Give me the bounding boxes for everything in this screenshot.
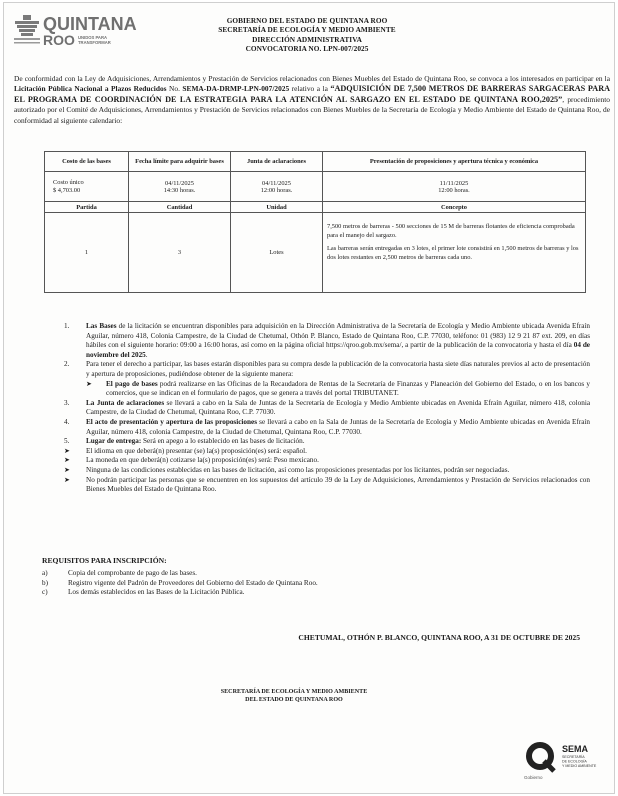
list-item: c) Los demás establecidos en las Bases de la Licitación Pública. <box>42 588 245 597</box>
place-and-date: CHETUMAL, OTHÓN P. BLANCO, QUINTANA ROO, A 31 DE OCTUBRE DE 2025 <box>298 633 580 642</box>
header-line-convocatoria: CONVOCATORIA NO. LPN-007/2025 <box>245 44 369 54</box>
list-item: ➤ La moneda en que deberá(n) cotizarse la(s) proposición(es) será: Peso mexicano. <box>64 456 319 465</box>
header-cost: Costo de las bases <box>45 152 129 172</box>
header-line-government: GOBIERNO DEL ESTADO DE QUINTANA ROO <box>226 16 388 25</box>
header-line-direction: DIRECCIÓN ADMINISTRATIVA <box>252 34 362 44</box>
subheader-unidad: Unidad <box>231 202 323 213</box>
list-item: 2. Para tener el derecho a participar, las bases estarán disponibles para su compra desde la publicación de la convocatoria hasta siete días naturales previos al acto de presentación y apertura de proposiciones, pudiéndose obtener de la siguiente manera: <box>64 360 590 378</box>
svg-text:UNIDOS PARA: UNIDOS PARA <box>78 35 108 40</box>
arrow-bullet-icon: ➤ <box>64 475 71 484</box>
calendar-table <box>44 151 586 293</box>
cantidad-cell: 3 <box>129 213 231 293</box>
list-item: 5. Lugar de entrega: Será en apego a lo establecido en las bases de licitación. <box>64 437 305 446</box>
document-header <box>154 16 460 54</box>
list-item: ➤ No podrán participar las personas que se encuentren en los supuestos del artículo 39 de la Ley de Adquisiciones, Arrendamientos y Prestación de Servicios relacionados con Bienes Muebles del Estado de Quintana Roo. <box>64 475 590 494</box>
header-presentation: Presentación de proposiciones y apertura técnica y económica <box>323 152 586 172</box>
list-item: 4. El acto de presentación y apertura de las proposiciones se llevará a cabo en la Sala de Juntas de la Secretaría de Ecología y Medio Ambiente ubicadas en Avenida Efraín Aguilar, número 418, colonia Campestre, de la Ciudad de Chetumal, Quintana Roo, C.P. 77030. <box>64 417 590 436</box>
conditions-list <box>64 322 590 495</box>
svg-text:QUINTANA: QUINTANA <box>43 14 137 34</box>
table-header-row <box>45 152 586 172</box>
arrow-bullet-icon: ➤ <box>64 446 71 455</box>
arrow-bullet-icon: ➤ <box>64 456 71 465</box>
svg-text:ROO: ROO <box>43 32 75 48</box>
intro-paragraph: De conformidad con la Ley de Adquisiciones, Arrendamientos y Prestación de Servicios relacionados con Bienes Muebles del Estado de Quintana Roo, se convoca a los interesados en participar en la Licitación Pública Nacional a Plazos Reducidos No. SEMA-DA-DRMP-LPN-007/2025 relativo a la “ADQUISICIÓN DE 7,500 METROS DE BARRERAS SARGACERAS PARA EL PROGRAMA DE COORDINACIÓN DE LA ESTRATEGIA PARA LA ATENCIÓN AL SARGAZO EN EL ESTADO DE QUINTANA ROO,2025”, procedimiento autorizado por el Comité de Adquisiciones, Arrendamientos y Prestación de Servicios relacionados con Bienes Muebles de la Secretaría de Ecología y Medio Ambiente del Estado de Quintana Roo, de conformidad al siguiente calendario: <box>14 74 611 125</box>
quintana-roo-logo <box>12 9 152 49</box>
presentation-cell: 11/11/2025 12:00 horas. <box>323 172 586 202</box>
arrow-bullet-icon: ➤ <box>86 379 93 388</box>
table-row <box>45 213 586 293</box>
list-item: 1. Las Bases de la licitación se encuentran disponibles para adquisición en la Dirección Administrativa de la Secretaría de Ecología y Medio Ambiente ubicada Avenida Efraín Aguilar, número 418, Colonia Campestre, de la Ciudad de Chetumal, Othón P. Blanco, Estado de Quintana Roo, C.P. 77030, teléfono: 01 (983) 12 9 21 87 ext. 209, en días hábiles con el siguiente horario: 09:00 a 16:00 horas, así como en la página oficial https://qroo.gob.mx/sema/, a partir de la publicación de la convocatoria y hasta el día 04 de noviembre del 2025. <box>64 322 591 359</box>
arrow-bullet-icon: ➤ <box>64 465 71 474</box>
svg-text:SEMA: SEMA <box>562 744 589 754</box>
concepto-cell: 7,500 metros de barreras - 500 secciones de 15 M de barreras flotantes de eficiencia comprobada para el manejo del sargazo. Las barreras serán entregadas en 3 lotes, el primer lote consistirá en 1,500 metros de barreras y los dos lotes restantes en 2,500 metros de barreras cada uno. <box>323 213 586 293</box>
svg-text:SECRETARÍA: SECRETARÍA <box>562 755 585 759</box>
list-item: ➤ Ninguna de las condiciones establecidas en las bases de licitación, así como las proposiciones presentadas por los licitantes, podrán ser negociadas. <box>64 465 510 474</box>
pyramid-icon <box>14 15 40 44</box>
junta-cell: 04/11/2025 12:00 horas. <box>231 172 323 202</box>
list-item: ➤ El pago de bases podrá realizarse en las Oficinas de la Recaudadora de Rentas de la Secretaría de Finanzas y Planeación del Gobierno del Estado, o en los bancos y comercios, que se indican en el formulario de pagos, que se genera a través del portal TRIBUTANET. <box>86 379 590 398</box>
subheader-cantidad: Cantidad <box>129 202 231 213</box>
svg-text:Gobierno: Gobierno <box>524 775 543 780</box>
list-item: 3. La Junta de aclaraciones se llevará a cabo en la Sala de Juntas de la Secretaría de Ecología y Medio Ambiente ubicadas en Avenida Efraín Aguilar, número 418, colonia Campestre, de la Ciudad de Chetumal, Quintana Roo, C.P. 77030. <box>64 398 591 417</box>
sema-q-icon <box>529 745 554 771</box>
subheader-partida: Partida <box>45 202 129 213</box>
header-line-secretariat: SECRETARÍA DE ECOLOGÍA Y MEDIO AMBIENTE <box>218 25 396 35</box>
signature-block: SECRETARÍA DE ECOLOGÍA Y MEDIO AMBIENTE DEL ESTADO DE QUINTANA ROO <box>220 689 368 704</box>
subheader-concepto: Concepto <box>323 202 586 213</box>
document-page <box>3 2 615 794</box>
svg-text:DE ECOLOGÍA: DE ECOLOGÍA <box>562 759 587 764</box>
partida-cell: 1 <box>45 213 129 293</box>
unidad-cell: Lotes <box>231 213 323 293</box>
svg-text:TRANSFORMAR: TRANSFORMAR <box>78 40 111 45</box>
header-limit-date: Fecha límite para adquirir bases <box>129 152 231 172</box>
requirements-list <box>42 569 542 598</box>
list-item: b) Registro vigente del Padrón de Proveedores del Gobierno del Estado de Quintana Roo. <box>42 578 318 587</box>
table-row <box>45 172 586 202</box>
table-subheader-row <box>45 202 586 213</box>
list-item: ➤ El idioma en que deberá(n) presentar (se) la(s) proposición(es) será: español. <box>64 446 307 455</box>
cost-cell: Costo único $ 4,703.00 <box>45 172 129 202</box>
header-junta: Junta de aclaraciones <box>231 152 323 172</box>
limit-date-cell: 04/11/2025 14:30 horas. <box>129 172 231 202</box>
svg-text:Y MEDIO AMBIENTE: Y MEDIO AMBIENTE <box>562 764 597 768</box>
requirements-title: REQUISITOS PARA INSCRIPCIÓN: <box>42 556 167 565</box>
list-item: a) Copia del comprobante de pago de las bases. <box>42 569 197 577</box>
sema-logo <box>520 737 610 781</box>
